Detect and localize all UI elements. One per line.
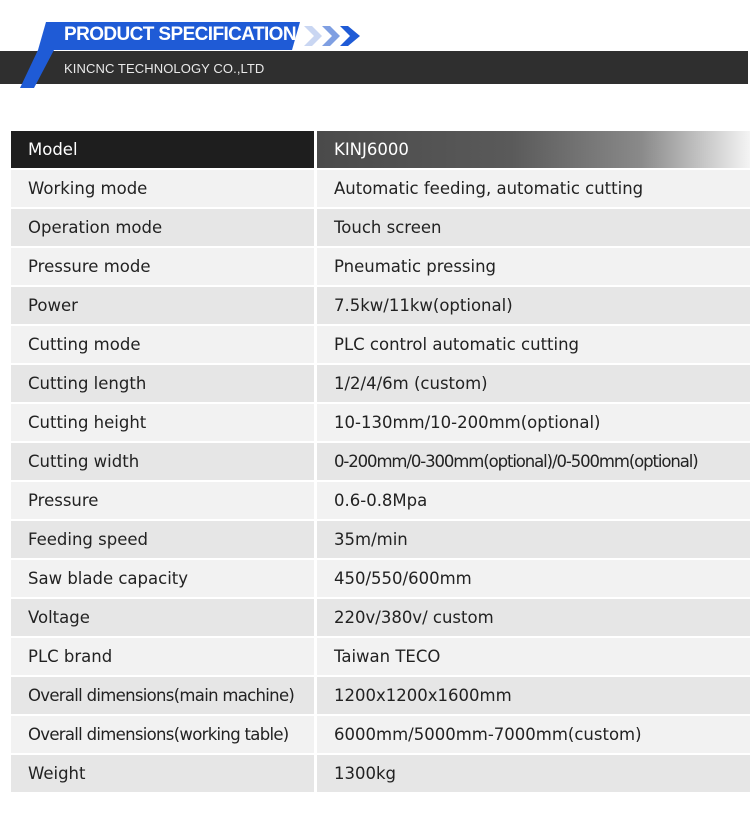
row-label: Working mode bbox=[11, 170, 314, 207]
row-value: 220v/380v/ custom bbox=[317, 599, 750, 636]
row-value: Touch screen bbox=[317, 209, 750, 246]
table-row bbox=[11, 638, 750, 675]
chevron-right-icon bbox=[304, 24, 366, 48]
table-row bbox=[11, 326, 750, 363]
table-row bbox=[11, 521, 750, 558]
row-value: 1/2/4/6m (custom) bbox=[317, 365, 750, 402]
row-value: 35m/min bbox=[317, 521, 750, 558]
row-label: Operation mode bbox=[11, 209, 314, 246]
banner-blue-shape bbox=[0, 0, 320, 92]
spec-table bbox=[11, 131, 750, 794]
row-label: Saw blade capacity bbox=[11, 560, 314, 597]
row-value: 1200x1200x1600mm bbox=[317, 677, 750, 714]
row-value: 10-130mm/10-200mm(optional) bbox=[317, 404, 750, 441]
row-label: Overall dimensions(working table) bbox=[11, 716, 314, 753]
row-label: Power bbox=[11, 287, 314, 324]
row-label: Weight bbox=[11, 755, 314, 792]
row-label: Overall dimensions(main machine) bbox=[11, 677, 314, 714]
row-label: Voltage bbox=[11, 599, 314, 636]
row-value: 0.6-0.8Mpa bbox=[317, 482, 750, 519]
company-name: KINCNC TECHNOLOGY CO.,LTD bbox=[64, 61, 265, 76]
row-value: 0-200mm/0-300mm(optional)/0-500mm(optional) bbox=[317, 443, 750, 480]
table-row bbox=[11, 482, 750, 519]
table-header-row bbox=[11, 131, 750, 168]
table-row bbox=[11, 170, 750, 207]
table-header-value: KINJ6000 bbox=[317, 131, 750, 168]
table-row bbox=[11, 677, 750, 714]
row-label: Pressure bbox=[11, 482, 314, 519]
page-title: PRODUCT SPECIFICATION bbox=[64, 24, 296, 45]
row-label: Cutting mode bbox=[11, 326, 314, 363]
table-row bbox=[11, 404, 750, 441]
table-row bbox=[11, 716, 750, 753]
row-label: Cutting width bbox=[11, 443, 314, 480]
table-row bbox=[11, 755, 750, 792]
table-row bbox=[11, 560, 750, 597]
spec-header-banner bbox=[0, 0, 750, 100]
row-value: Pneumatic pressing bbox=[317, 248, 750, 285]
row-value: PLC control automatic cutting bbox=[317, 326, 750, 363]
table-header-label: Model bbox=[11, 131, 314, 168]
row-label: PLC brand bbox=[11, 638, 314, 675]
table-row bbox=[11, 443, 750, 480]
row-value: 450/550/600mm bbox=[317, 560, 750, 597]
row-value: 6000mm/5000mm-7000mm(custom) bbox=[317, 716, 750, 753]
table-row bbox=[11, 248, 750, 285]
table-row bbox=[11, 599, 750, 636]
row-label: Cutting height bbox=[11, 404, 314, 441]
row-label: Cutting length bbox=[11, 365, 314, 402]
row-label: Feeding speed bbox=[11, 521, 314, 558]
row-value: 7.5kw/11kw(optional) bbox=[317, 287, 750, 324]
row-value: Taiwan TECO bbox=[317, 638, 750, 675]
table-row bbox=[11, 209, 750, 246]
row-value: Automatic feeding, automatic cutting bbox=[317, 170, 750, 207]
row-label: Pressure mode bbox=[11, 248, 314, 285]
table-row bbox=[11, 365, 750, 402]
table-row bbox=[11, 287, 750, 324]
row-value: 1300kg bbox=[317, 755, 750, 792]
